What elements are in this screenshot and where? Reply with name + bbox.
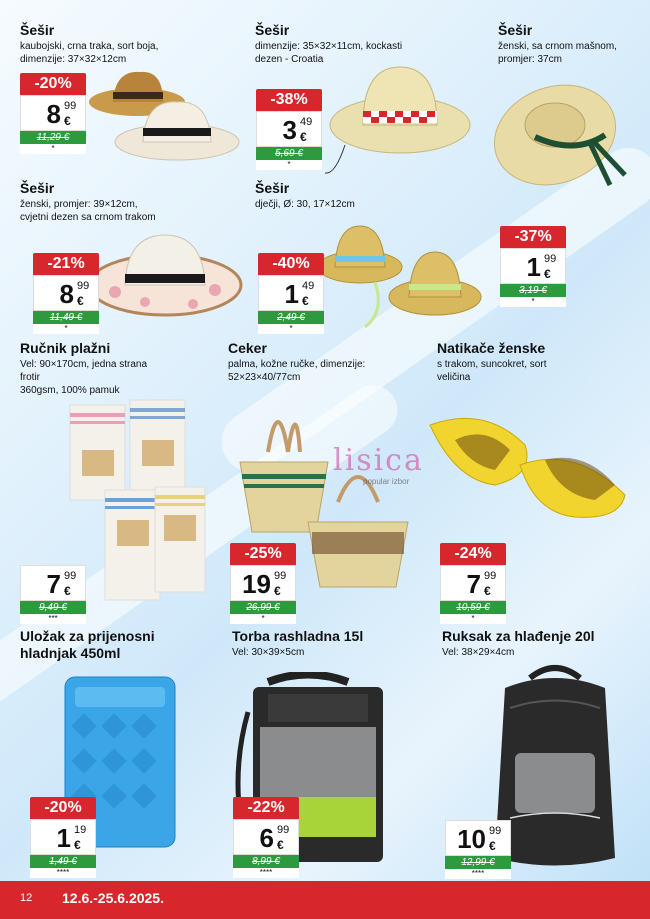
product-title: Šešir xyxy=(255,180,290,196)
product-desc: Vel: 90×170cm, jedna strana frotir 360gsm, 100% pamuk xyxy=(20,359,148,396)
price-integer: 10 xyxy=(457,824,486,854)
old-price: 2,49 € xyxy=(258,311,324,324)
currency: € xyxy=(302,294,309,308)
stars: **** xyxy=(233,868,299,878)
product-desc: ženski, promjer: 39×12cm, cvjetni dezen sa crnom trakom xyxy=(20,199,156,223)
price-integer: 8 xyxy=(59,279,74,309)
discount-badge: -24% xyxy=(440,543,506,565)
product-desc: dimenzije: 35×32×11cm, kockasti dezen - Croatia xyxy=(255,41,403,65)
stars: **** xyxy=(445,869,511,879)
stars: *** xyxy=(20,614,86,624)
stars: * xyxy=(440,614,506,624)
price-decimal: 99 xyxy=(274,570,287,582)
price-integer: 1 xyxy=(284,279,299,309)
price-tag xyxy=(20,565,86,624)
product-title: Ceker xyxy=(228,340,267,356)
price-decimal: 99 xyxy=(64,100,77,112)
price-decimal: 99 xyxy=(544,253,557,265)
old-price: 3,19 € xyxy=(500,284,566,297)
price-tag xyxy=(20,73,86,154)
footer-bar xyxy=(0,881,650,919)
product-title: Uložak za prijenosni hladnjak 450ml xyxy=(20,628,155,661)
product-desc: s trakom, suncokret, sort veličina xyxy=(437,359,547,383)
price-decimal: 49 xyxy=(302,280,315,292)
discount-badge: -38% xyxy=(256,89,322,111)
product-desc: palma, kožne ručke, dimenzije: 52×23×40/77cm xyxy=(228,359,366,383)
product-title: Ručnik plažni xyxy=(20,340,111,356)
sunflower-slippers-image xyxy=(425,405,635,525)
childrens-hats-image xyxy=(315,222,495,332)
currency: € xyxy=(277,838,284,852)
old-price: 12,99 € xyxy=(445,856,511,869)
old-price: 11,49 € xyxy=(33,311,99,324)
old-price: 1,49 € xyxy=(30,855,96,868)
currency: € xyxy=(64,114,71,128)
product-title: Šešir xyxy=(20,180,55,196)
lisica-logo-tagline: popular izbor xyxy=(363,477,410,486)
price-tag xyxy=(33,253,99,334)
product-desc: ženski, sa crnom mašnom, promjer: 37cm xyxy=(498,41,617,65)
price-decimal: 99 xyxy=(77,280,90,292)
product-desc: kaubojski, crna traka, sort boja, dimenzije: 37×32×12cm xyxy=(20,41,159,65)
price-integer: 19 xyxy=(242,569,271,599)
product-title: Natikače ženske xyxy=(437,340,546,356)
currency: € xyxy=(74,838,81,852)
price-tag xyxy=(30,797,96,878)
stars: **** xyxy=(30,868,96,878)
price-integer: 6 xyxy=(259,823,274,853)
discount-badge: -40% xyxy=(258,253,324,275)
price-integer: 7 xyxy=(466,569,481,599)
product-desc: dječji, Ø: 30, 17×12cm xyxy=(255,199,355,210)
currency: € xyxy=(300,130,307,144)
price-integer: 1 xyxy=(56,823,71,853)
product-title: Šešir xyxy=(498,22,533,38)
product-title: Ruksak za hlađenje 20l xyxy=(442,628,595,644)
cowboy-hat-image xyxy=(85,62,245,182)
discount-badge: -20% xyxy=(20,73,86,95)
price-tag xyxy=(258,253,324,334)
product-title: Torba rashladna 15l xyxy=(232,628,364,644)
stars: * xyxy=(33,324,99,334)
old-price: 10,59 € xyxy=(440,601,506,614)
discount-badge: -20% xyxy=(30,797,96,819)
product-title: Šešir xyxy=(20,22,55,38)
stars: * xyxy=(500,297,566,307)
discount-badge: -37% xyxy=(500,226,566,248)
product-desc: Vel: 38×29×4cm xyxy=(442,647,515,658)
stars: * xyxy=(230,614,296,624)
old-price: 5,69 € xyxy=(256,147,322,160)
old-price: 26,99 € xyxy=(230,601,296,614)
currency: € xyxy=(64,584,71,598)
price-tag xyxy=(445,820,511,879)
price-integer: 1 xyxy=(526,252,541,282)
stars: * xyxy=(20,144,86,154)
price-decimal: 99 xyxy=(277,824,290,836)
product-desc: Vel: 30×39×5cm xyxy=(232,647,305,658)
price-decimal: 99 xyxy=(489,825,502,837)
currency: € xyxy=(77,294,84,308)
price-tag xyxy=(230,543,296,624)
discount-badge: -21% xyxy=(33,253,99,275)
price-integer: 3 xyxy=(282,115,297,145)
page-number: 12 xyxy=(20,892,33,904)
price-tag xyxy=(500,226,566,307)
price-tag xyxy=(440,543,506,624)
old-price: 9,49 € xyxy=(20,601,86,614)
old-price: 8,99 € xyxy=(233,855,299,868)
price-integer: 8 xyxy=(46,99,61,129)
stars: * xyxy=(258,324,324,334)
straw-hat-croatia-image xyxy=(325,55,475,185)
price-decimal: 49 xyxy=(300,116,313,128)
product-title: Šešir xyxy=(255,22,290,38)
price-integer: 7 xyxy=(46,569,61,599)
old-price: 11,29 € xyxy=(20,131,86,144)
discount-badge: -25% xyxy=(230,543,296,565)
price-tag xyxy=(256,89,322,170)
currency: € xyxy=(484,584,491,598)
price-tag xyxy=(233,797,299,878)
checkered-band xyxy=(363,111,437,123)
floral-hat-image xyxy=(85,230,245,320)
price-decimal: 99 xyxy=(64,570,77,582)
price-decimal: 99 xyxy=(484,570,497,582)
discount-badge: -22% xyxy=(233,797,299,819)
currency: € xyxy=(489,839,496,853)
lisica-logo: lisica xyxy=(333,443,424,478)
validity-dates: 12.6.-25.6.2025. xyxy=(62,890,164,906)
currency: € xyxy=(544,267,551,281)
stars: * xyxy=(256,160,322,170)
womens-straw-hat-image xyxy=(485,75,635,205)
price-decimal: 19 xyxy=(74,824,87,836)
currency: € xyxy=(274,584,281,598)
